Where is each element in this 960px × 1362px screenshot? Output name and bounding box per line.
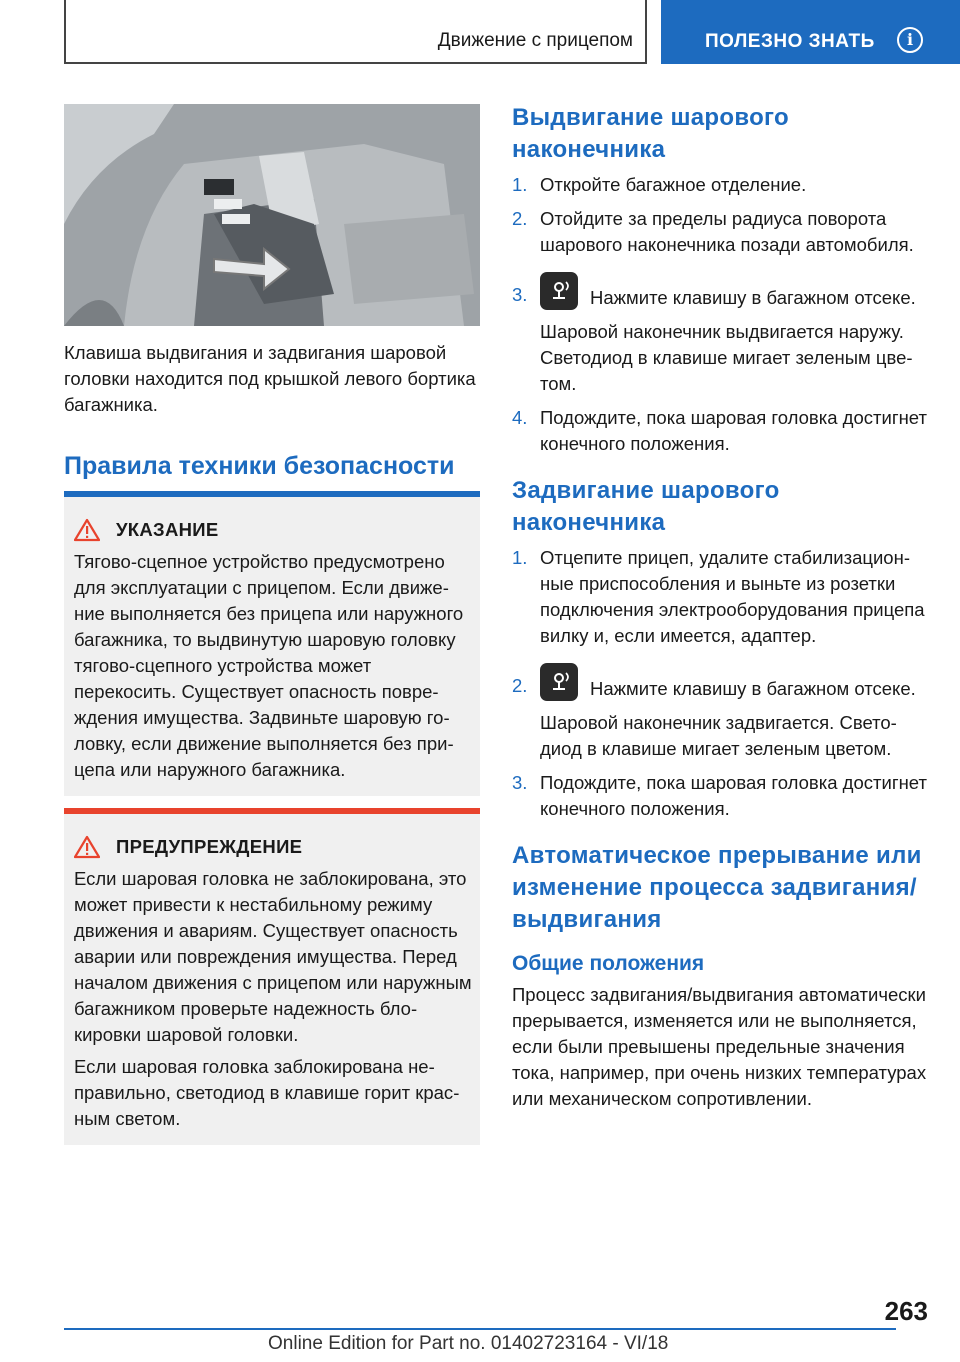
- warning-triangle-icon: [74, 835, 100, 859]
- warning-title: ПРЕДУПРЕЖДЕНИЕ: [116, 836, 303, 857]
- step-number: 4.: [512, 407, 528, 428]
- step-text: Подождите, пока шаровая головка достигнет конечного положения.: [540, 407, 927, 454]
- step-number: 2.: [512, 675, 528, 696]
- warning-text-2: Если шаровая головка заблокирована неправильно, светодиод в клавише горит красным светом.: [74, 1056, 460, 1129]
- photo-caption: [64, 340, 480, 418]
- step-number: 1.: [512, 174, 528, 195]
- info-icon[interactable]: i: [897, 27, 923, 53]
- notice-title: УКАЗАНИЕ: [116, 519, 219, 540]
- warning-text-1: Если шаровая головка не заблокирована, это может привести к нестабильному режиму движения и авариям. Существует опасность аварии или повреждения имущества. Перед началом движения с прицепом или наружным багажником проверьте надежность блокировки шаровой головки.: [74, 868, 472, 1045]
- section-label: ПОЛЕЗНО ЗНАТЬ: [705, 31, 875, 52]
- retract-step-1: [512, 545, 928, 649]
- trunk-photo: [64, 104, 480, 326]
- retract-step-3: [512, 770, 928, 822]
- step-text: Отцепите прицеп, удалите стабилизационные приспособления и выньте из розетки подключения электрооборудования прицепа вилку и, если имеется, адаптер.: [540, 547, 925, 646]
- chapter-title: Движение с прицепом: [437, 30, 633, 51]
- step-text: Отойдите за пределы радиуса поворота шарового наконечника позади автомобиля.: [540, 208, 914, 255]
- extend-step-2: [512, 206, 928, 258]
- chapter-header: [64, 0, 647, 64]
- auto-heading: Автоматическое прерывание или изменение процесса задвигания/выдвигания: [512, 842, 922, 933]
- step-body: [540, 272, 928, 397]
- retract-step-2: [512, 663, 928, 762]
- trunk-illustration: [64, 104, 480, 326]
- step-text: Нажмите клавишу в багажном отсеке.: [590, 678, 916, 699]
- warning-box: [64, 814, 480, 1145]
- step-text: Подождите, пока шаровая головка достигнет конечного положения.: [540, 772, 927, 819]
- auto-text: Процесс задвигания/выдвигания автоматически прерывается, изменяется или не выполняется, если были превышены предельные значения тока, например, при очень низких температурах или механическом сопротивлении.: [512, 984, 927, 1109]
- step-text: Нажмите клавишу в багажном отсеке.: [590, 287, 916, 308]
- extend-heading: Выдвигание шарового наконечника: [512, 104, 789, 163]
- step-number: 3.: [512, 772, 528, 793]
- general-subheading: Общие положения: [512, 952, 705, 975]
- step-number: 1.: [512, 547, 528, 568]
- step-body: [540, 663, 928, 762]
- tow-hitch-button-icon: [540, 663, 578, 701]
- step-number: 3.: [512, 284, 528, 305]
- warning-triangle-icon: [74, 518, 100, 542]
- section-tab[interactable]: [661, 0, 960, 64]
- extend-step-1: [512, 172, 928, 198]
- footer-rule: [64, 1328, 896, 1330]
- caption-text: Клавиша выдвигания и задвигания шаровой головки находится под крышкой левого бортика багажника.: [64, 342, 476, 415]
- extend-step-3: [512, 272, 928, 397]
- page-number: 263: [884, 1296, 928, 1326]
- step-subtext: Шаровой наконечник задвигается. Светодиод в клавише мигает зеленым цветом.: [540, 712, 897, 759]
- step-subtext: Шаровой наконечник выдвигается наружу. Светодиод в клавише мигает зеленым цветом.: [540, 321, 913, 394]
- retract-heading: Задвигание шарового наконечника: [512, 477, 780, 536]
- step-text: Откройте багажное отделение.: [540, 174, 807, 195]
- notice-text: Тягово-сцепное устройство предусмотрено для эксплуатации с прицепом. Если движение выполняется без прицепа или наружного багажника, то выдвинутую шаровую головку тягово-сцепного устройства может перекосить. Существует опасность повреждения имущества. Задвиньте шаровую головку, если движение выполняется без прицепа или наружного багажника.: [74, 551, 464, 780]
- right-column: [512, 102, 928, 1112]
- edition-footer: Online Edition for Part no. 01402723164 - VI/18: [268, 1333, 669, 1354]
- tow-hitch-button-icon: [540, 272, 578, 310]
- safety-heading: Правила техники безопасности: [64, 452, 455, 480]
- extend-step-4: [512, 405, 928, 457]
- notice-box: [64, 497, 480, 796]
- step-number: 2.: [512, 208, 528, 229]
